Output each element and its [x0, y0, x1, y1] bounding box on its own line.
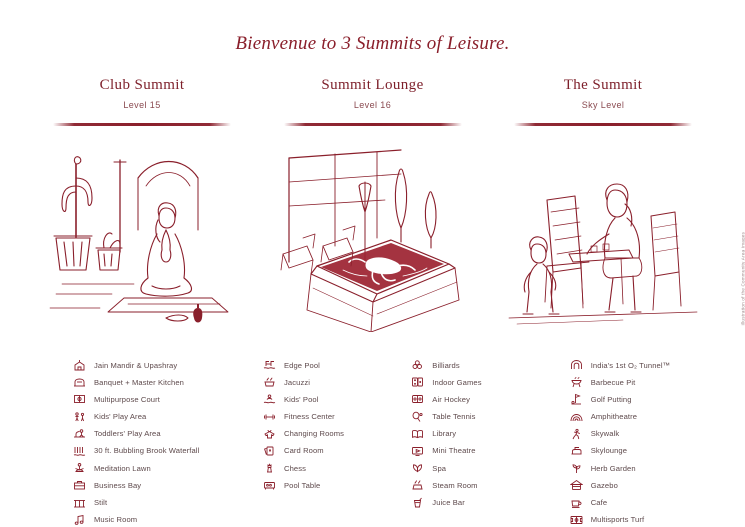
juice-bar-icon — [410, 496, 425, 509]
list-item[interactable] — [262, 410, 410, 424]
list-item[interactable] — [72, 358, 246, 372]
family-sky-deck-illustration — [503, 142, 703, 332]
list-item[interactable] — [72, 410, 246, 424]
cards-icon — [262, 444, 277, 457]
list-item-label: Stilt — [94, 498, 108, 507]
summit-lounge-amenities-right — [410, 358, 548, 527]
banquet-icon — [72, 376, 87, 389]
list-item-label: Kids' Play Area — [94, 412, 147, 422]
list-item[interactable] — [410, 444, 548, 458]
list-item[interactable] — [72, 375, 246, 389]
summit-columns — [0, 77, 745, 332]
list-item-label: Billiards — [432, 360, 460, 370]
skylounge-icon — [569, 444, 584, 457]
waterfall-icon — [72, 444, 87, 457]
list-item-label: Music Room — [94, 515, 138, 525]
fitness-icon — [262, 410, 277, 423]
steam-icon — [410, 479, 425, 492]
list-item-label: Mini Theatre — [432, 446, 476, 456]
theatre-icon — [410, 444, 425, 457]
list-item[interactable] — [262, 427, 410, 441]
list-item-label: Business Bay — [94, 480, 142, 490]
temple-icon — [72, 359, 87, 372]
skywalk-icon — [569, 427, 584, 440]
list-item[interactable] — [72, 392, 246, 406]
list-item-label: Barbecue Pit — [590, 377, 636, 387]
list-item[interactable] — [262, 392, 410, 406]
list-item-label: Juice Bar — [432, 498, 465, 507]
list-item[interactable] — [569, 478, 717, 492]
table-tennis-icon — [410, 410, 425, 423]
meditation-icon — [72, 462, 87, 475]
list-item-label: Cafe — [590, 498, 608, 507]
barbecue-icon — [569, 376, 584, 389]
column-club-summit — [28, 77, 256, 332]
list-item[interactable] — [72, 461, 246, 475]
amphitheatre-icon — [569, 410, 584, 423]
list-item[interactable] — [569, 444, 717, 458]
list-item[interactable] — [410, 478, 548, 492]
list-item[interactable] — [410, 461, 548, 475]
list-item[interactable] — [569, 410, 717, 424]
column-title: Summit Lounge — [321, 77, 424, 93]
list-item[interactable] — [262, 444, 410, 458]
list-item[interactable] — [72, 427, 246, 441]
list-item-label: Skywalk — [590, 429, 620, 439]
library-icon — [410, 427, 425, 440]
list-item[interactable] — [262, 358, 410, 372]
stilt-icon — [72, 496, 87, 509]
list-item[interactable] — [410, 427, 548, 441]
list-item[interactable] — [569, 427, 717, 441]
herb-garden-icon — [569, 462, 584, 475]
list-item-label: Multipurpose Court — [94, 394, 160, 404]
cafe-icon — [569, 496, 584, 509]
column-title: The Summit — [563, 77, 643, 93]
column-subtitle: Level 15 — [123, 100, 161, 110]
list-item[interactable] — [72, 478, 246, 492]
air-hockey-icon — [410, 393, 425, 406]
column-title: Club Summit — [99, 77, 185, 93]
list-item-label: Indoor Games — [432, 377, 482, 387]
list-item[interactable] — [262, 478, 410, 492]
list-item-label: Toddlers' Play Area — [94, 429, 161, 439]
list-item-label: Jain Mandir & Upashray — [94, 360, 178, 370]
list-item-label: Multisports Turf — [590, 515, 645, 525]
title-divider — [284, 123, 462, 126]
page-title: Bienvenue to 3 Summits of Leisure. — [235, 33, 510, 54]
gazebo-icon — [569, 479, 584, 492]
title-divider — [514, 123, 692, 126]
list-item-label: Table Tennis — [432, 412, 476, 422]
list-item-label: Steam Room — [432, 480, 478, 490]
amenity-lists — [0, 358, 745, 527]
list-item[interactable] — [569, 461, 717, 475]
chess-icon — [262, 462, 277, 475]
list-item[interactable] — [569, 392, 717, 406]
list-item[interactable] — [569, 358, 717, 372]
spa-icon — [410, 462, 425, 475]
list-item[interactable] — [72, 496, 246, 510]
list-item[interactable] — [262, 375, 410, 389]
kids-pool-icon — [262, 393, 277, 406]
column-the-summit — [489, 77, 717, 332]
pool-icon — [262, 359, 277, 372]
list-item-label: Gazebo — [590, 480, 618, 490]
list-item-label: Skylounge — [590, 446, 628, 456]
list-item[interactable] — [569, 496, 717, 510]
o2-tunnel-icon — [569, 359, 584, 372]
list-item-label: India's 1st O₂ Tunnel™ — [590, 360, 671, 370]
list-item-label: Herb Garden — [590, 463, 636, 473]
list-item-label: Fitness Center — [284, 412, 335, 422]
list-item[interactable] — [410, 375, 548, 389]
yoga-woman-terrace-illustration — [42, 142, 242, 332]
list-item[interactable] — [262, 461, 410, 475]
summit-lounge-amenities-left — [262, 358, 410, 527]
court-icon — [72, 393, 87, 406]
illustration-credit: Illustration of the Community Area Images — [740, 232, 745, 326]
list-item-label: Chess — [284, 463, 307, 473]
list-item-label: Pool Table — [284, 480, 321, 490]
list-item-label: Jacuzzi — [284, 377, 311, 387]
list-item[interactable] — [410, 358, 548, 372]
business-icon — [72, 479, 87, 492]
toddler-icon — [72, 427, 87, 440]
kids-play-icon — [72, 410, 87, 423]
jacuzzi-icon — [262, 376, 277, 389]
rooftop-pool-swimmer-illustration — [273, 142, 473, 332]
list-item[interactable] — [410, 410, 548, 424]
title-divider — [53, 123, 231, 126]
list-item[interactable] — [410, 496, 548, 510]
column-subtitle: Sky Level — [581, 100, 625, 110]
list-item-label: Amphitheatre — [590, 412, 638, 422]
list-item-label: Card Room — [284, 446, 324, 456]
list-item-label: Air Hockey — [432, 394, 471, 404]
changing-room-icon — [262, 427, 277, 440]
golf-icon — [569, 393, 584, 406]
list-item-label: Spa — [432, 463, 447, 473]
list-item-label: Library — [432, 429, 457, 439]
list-item-label: Edge Pool — [284, 360, 320, 370]
indoor-games-icon — [410, 376, 425, 389]
list-item-label: Kids' Pool — [284, 394, 319, 404]
list-item[interactable] — [569, 375, 717, 389]
club-summit-amenities — [72, 358, 246, 527]
list-item-label: Meditation Lawn — [94, 463, 151, 473]
list-item-label: Banquet + Master Kitchen — [94, 377, 184, 387]
column-subtitle: Level 16 — [353, 100, 392, 110]
list-item-label: Golf Putting — [590, 394, 632, 404]
pool-table-icon — [262, 479, 277, 492]
billiards-icon — [410, 359, 425, 372]
the-summit-amenities — [569, 358, 717, 527]
list-item[interactable] — [72, 444, 246, 458]
list-item[interactable] — [410, 392, 548, 406]
list-item-label: 30 ft. Bubbling Brook Waterfall — [94, 446, 200, 456]
column-summit-lounge — [259, 77, 487, 332]
list-item-label: Changing Rooms — [284, 429, 345, 439]
